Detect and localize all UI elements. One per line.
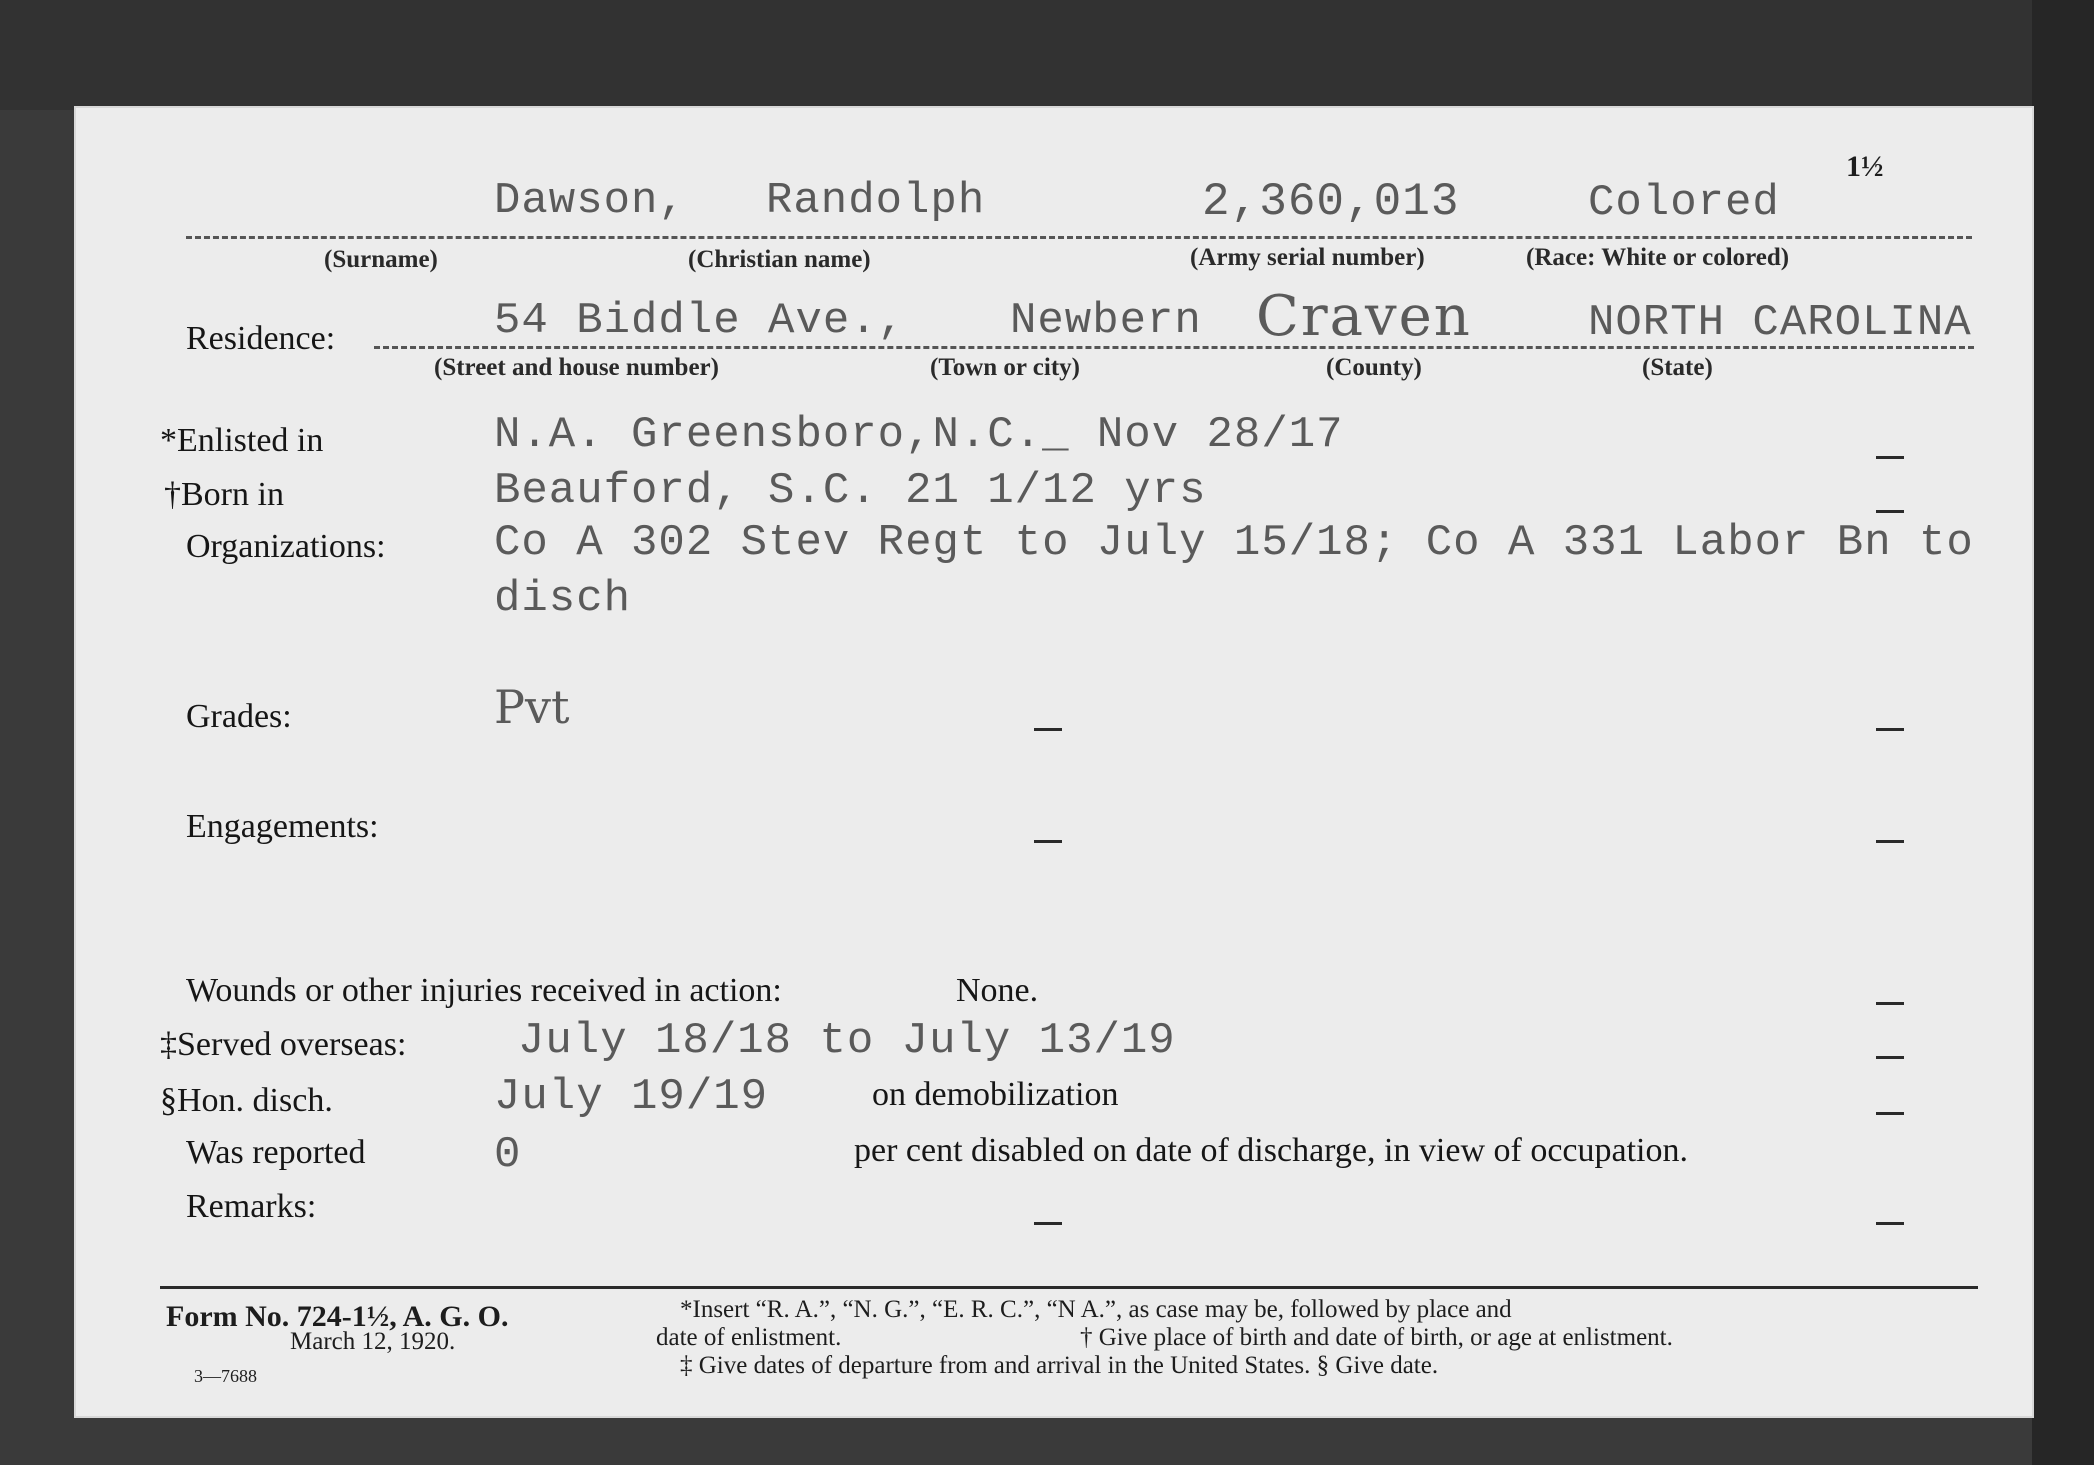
hon-disch-label: §Hon. disch. — [160, 1082, 333, 1119]
remarks-label: Remarks: — [186, 1188, 317, 1225]
serial-number-caption: (Army serial number) — [1190, 244, 1425, 271]
corner-mark: 1½ — [1846, 150, 1884, 183]
street-value: 54 Biddle Ave., — [494, 296, 906, 346]
remarks-end-dash — [1876, 1222, 1904, 1225]
hon-disch-end-dash — [1876, 1112, 1904, 1115]
surname-value: Dawson, — [494, 176, 686, 226]
reported-suffix: per cent disabled on date of discharge, in view of occupation. — [854, 1132, 1688, 1169]
born-end-dash — [1876, 510, 1904, 513]
wounds-value: None. — [956, 972, 1039, 1009]
surname-caption: (Surname) — [324, 246, 438, 273]
reported-value: 0 — [494, 1130, 522, 1180]
hon-disch-value: July 19/19 — [494, 1072, 769, 1122]
born-label: †Born in — [164, 476, 284, 513]
residence-label: Residence: — [186, 320, 336, 357]
town-caption: (Town or city) — [930, 354, 1080, 381]
form-number: Form No. 724-1½, A. G. O. — [166, 1300, 509, 1333]
scanner-background-top — [0, 0, 2094, 110]
street-caption: (Street and house number) — [434, 354, 719, 381]
state-caption: (State) — [1642, 354, 1713, 381]
born-value: Beauford, S.C. 21 1/12 yrs — [494, 466, 1207, 516]
christian-name-caption: (Christian name) — [688, 246, 871, 273]
wounds-end-dash — [1876, 1002, 1904, 1005]
organizations-line1: Co A 302 Stev Regt to July 15/18; Co A 331 Labor Bn to — [494, 518, 1974, 568]
organizations-line2: disch — [494, 574, 632, 624]
grades-mid-dash — [1034, 728, 1062, 731]
overseas-end-dash — [1876, 1056, 1904, 1059]
christian-name-value: Randolph — [766, 176, 986, 226]
residence-dotted-line — [374, 346, 1974, 349]
enlisted-end-dash — [1876, 456, 1904, 459]
race-value: Colored — [1588, 178, 1780, 228]
serial-number-value: 2,360,013 — [1202, 176, 1460, 228]
hon-disch-suffix: on demobilization — [872, 1076, 1119, 1113]
scanner-background-right — [2032, 0, 2094, 1465]
wounds-label: Wounds or other injuries received in action: — [186, 972, 782, 1009]
form-date: March 12, 1920. — [290, 1328, 456, 1355]
enlisted-value: N.A. Greensboro,N.C._ Nov 28/17 — [494, 410, 1344, 460]
engagements-label: Engagements: — [186, 808, 379, 845]
grades-end-dash — [1876, 728, 1904, 731]
county-caption: (County) — [1326, 354, 1422, 381]
name-dotted-line — [186, 236, 1972, 239]
town-value: Newbern — [1010, 296, 1202, 346]
remarks-mid-dash — [1034, 1222, 1062, 1225]
grades-value: Pvt — [494, 680, 570, 734]
engagements-mid-dash — [1034, 840, 1062, 843]
county-value: Craven — [1256, 284, 1472, 349]
overseas-value: July 18/18 to July 13/19 — [518, 1016, 1176, 1066]
state-value: NORTH CAROLINA — [1588, 298, 1972, 348]
engagements-end-dash — [1876, 840, 1904, 843]
reported-label: Was reported — [186, 1134, 366, 1171]
enlisted-label: *Enlisted in — [160, 422, 324, 459]
footnote-birth: † Give place of birth and date of birth, or age at enlistment. — [1080, 1324, 1673, 1351]
footnote-insert: *Insert “R. A.”, “N. G.”, “E. R. C.”, “N A.”, as case may be, followed by place and — [680, 1296, 1512, 1323]
print-number: 3—7688 — [194, 1366, 257, 1386]
footnote-overseas: ‡ Give dates of departure from and arrival in the United States. § Give date. — [680, 1352, 1439, 1379]
footer-rule — [160, 1286, 1978, 1289]
race-caption: (Race: White or colored) — [1526, 244, 1790, 271]
service-record-card — [74, 106, 2034, 1418]
overseas-label: ‡Served overseas: — [160, 1026, 407, 1063]
grades-label: Grades: — [186, 698, 292, 735]
organizations-label: Organizations: — [186, 528, 386, 565]
footnote-insert-cont: date of enlistment. — [656, 1324, 842, 1351]
